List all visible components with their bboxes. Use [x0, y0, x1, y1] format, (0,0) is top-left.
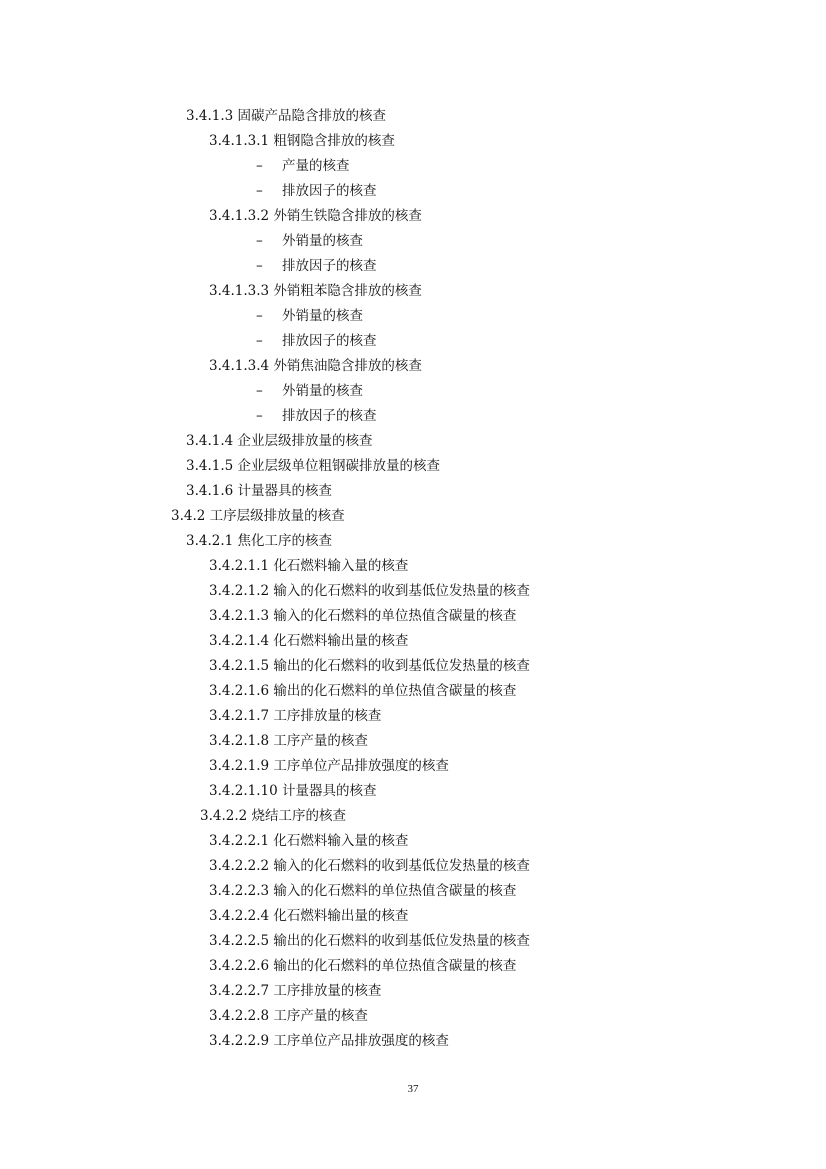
toc-text: 3.4.1.3.4 外销焦油隐含排放的核查: [209, 358, 422, 374]
table-of-contents: [0, 104, 826, 1054]
toc-heading: [0, 479, 826, 504]
toc-text: 3.4.1.3.2 外销生铁隐含排放的核查: [209, 208, 422, 224]
toc-text: 排放因子的核查: [282, 408, 377, 424]
toc-text: 3.4.2.2.3 输入的化石燃料的单位热值含碳量的核查: [209, 883, 517, 899]
toc-text: 3.4.2.1.7 工序排放量的核查: [209, 708, 382, 724]
toc-bullet-item: [0, 404, 826, 429]
toc-text: 3.4.2.1.9 工序单位产品排放强度的核查: [209, 758, 449, 774]
toc-text: 3.4.2.1.4 化石燃料输出量的核查: [209, 633, 409, 649]
dash-bullet: –: [256, 233, 263, 249]
toc-text: 3.4.1.4 企业层级排放量的核查: [186, 433, 373, 449]
toc-text: 3.4.1.3.1 粗钢隐含排放的核查: [209, 133, 395, 149]
dash-bullet: –: [256, 308, 263, 324]
toc-heading: [0, 804, 826, 829]
toc-heading: [0, 104, 826, 129]
toc-text: 排放因子的核查: [282, 258, 377, 274]
toc-text: 3.4.2.2.4 化石燃料输出量的核查: [209, 908, 409, 924]
page-number: 37: [407, 1083, 419, 1095]
toc-subheading: [0, 129, 826, 154]
toc-subheading: [0, 854, 826, 879]
toc-bullet-item: [0, 154, 826, 179]
dash-bullet: –: [256, 408, 263, 424]
toc-text: 3.4.2 工序层级排放量的核查: [171, 508, 345, 524]
toc-text: 3.4.2.2.6 输出的化石燃料的单位热值含碳量的核查: [209, 958, 517, 974]
toc-text: 3.4.2.2.9 工序单位产品排放强度的核查: [209, 1033, 449, 1049]
toc-subheading: [0, 729, 826, 754]
toc-heading: [0, 454, 826, 479]
toc-text: 3.4.2.2.8 工序产量的核查: [209, 1008, 368, 1024]
toc-heading: [0, 429, 826, 454]
toc-bullet-item: [0, 254, 826, 279]
dash-bullet: –: [256, 333, 263, 349]
toc-text: 外销量的核查: [282, 233, 363, 249]
toc-text: 3.4.2.2.2 输入的化石燃料的收到基低位发热量的核查: [209, 858, 530, 874]
toc-subheading: [0, 954, 826, 979]
toc-subheading: [0, 654, 826, 679]
toc-subheading: [0, 979, 826, 1004]
dash-bullet: –: [256, 258, 263, 274]
toc-text: 外销量的核查: [282, 308, 363, 324]
toc-bullet-item: [0, 304, 826, 329]
toc-text: 3.4.2.2.5 输出的化石燃料的收到基低位发热量的核查: [209, 933, 530, 949]
toc-subheading: [0, 604, 826, 629]
toc-subheading: [0, 204, 826, 229]
dash-bullet: –: [256, 383, 263, 399]
toc-subheading: [0, 554, 826, 579]
toc-subheading: [0, 879, 826, 904]
toc-text: 3.4.2.1.2 输入的化石燃料的收到基低位发热量的核查: [209, 583, 530, 599]
toc-subheading: [0, 829, 826, 854]
toc-text: 3.4.2.1.5 输出的化石燃料的收到基低位发热量的核查: [209, 658, 530, 674]
toc-text: 排放因子的核查: [282, 333, 377, 349]
toc-subheading: [0, 904, 826, 929]
toc-text: 3.4.2.2.1 化石燃料输入量的核查: [209, 833, 409, 849]
toc-text: 3.4.1.3.3 外销粗苯隐含排放的核查: [209, 283, 422, 299]
toc-subheading: [0, 579, 826, 604]
toc-bullet-item: [0, 229, 826, 254]
toc-text: 3.4.1.3 固碳产品隐含排放的核查: [186, 108, 387, 124]
toc-subheading: [0, 679, 826, 704]
toc-subheading: [0, 754, 826, 779]
toc-text: 外销量的核查: [282, 383, 363, 399]
toc-subheading: [0, 929, 826, 954]
toc-text: 排放因子的核查: [282, 183, 377, 199]
toc-subheading: [0, 779, 826, 804]
toc-text: 3.4.1.6 计量器具的核查: [186, 483, 333, 499]
toc-text: 3.4.2.1 焦化工序的核查: [186, 533, 333, 549]
toc-bullet-item: [0, 179, 826, 204]
toc-subheading: [0, 354, 826, 379]
toc-text: 3.4.1.5 企业层级单位粗钢碳排放量的核查: [186, 458, 441, 474]
toc-subheading: [0, 279, 826, 304]
toc-text: 3.4.2.2 烧结工序的核查: [200, 808, 347, 824]
toc-text: 3.4.2.2.7 工序排放量的核查: [209, 983, 382, 999]
toc-text: 3.4.2.1.10 计量器具的核查: [209, 783, 377, 799]
toc-text: 3.4.2.1.3 输入的化石燃料的单位热值含碳量的核查: [209, 608, 517, 624]
toc-text: 产量的核查: [282, 158, 350, 174]
toc-bullet-item: [0, 329, 826, 354]
toc-subheading: [0, 629, 826, 654]
toc-subheading: [0, 1029, 826, 1054]
toc-text: 3.4.2.1.1 化石燃料输入量的核查: [209, 558, 409, 574]
toc-bullet-item: [0, 379, 826, 404]
toc-subheading: [0, 704, 826, 729]
dash-bullet: –: [256, 183, 263, 199]
dash-bullet: –: [256, 158, 263, 174]
toc-subheading: [0, 1004, 826, 1029]
toc-text: 3.4.2.1.6 输出的化石燃料的单位热值含碳量的核查: [209, 683, 517, 699]
toc-section: [0, 504, 826, 529]
toc-text: 3.4.2.1.8 工序产量的核查: [209, 733, 368, 749]
toc-heading: [0, 529, 826, 554]
